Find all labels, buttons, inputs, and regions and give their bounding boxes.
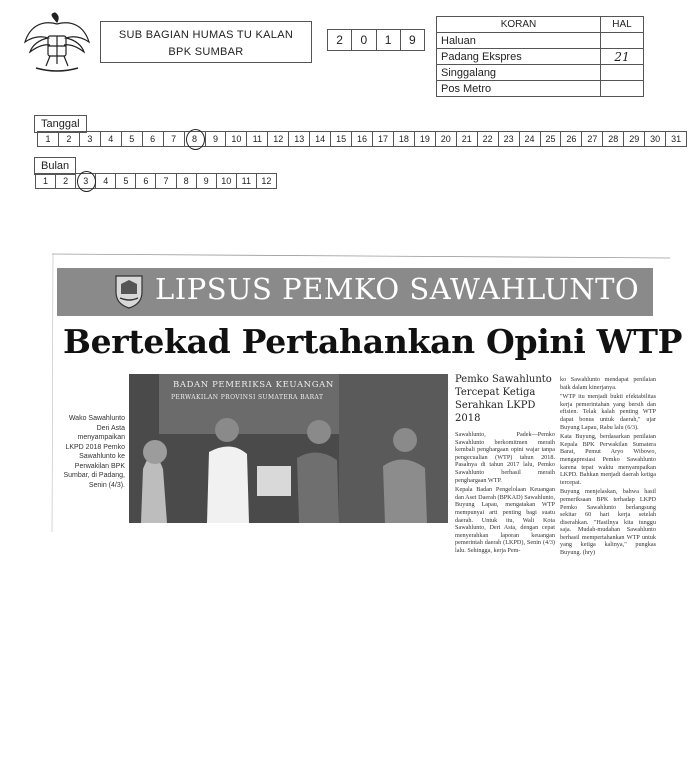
month-cell: 11 <box>237 173 257 189</box>
table-row <box>437 49 644 65</box>
day-cell: 13 <box>289 131 310 147</box>
day-cell: 4 <box>101 131 122 147</box>
article-paragraph: "WTP itu menjadi bukti efektabilitas kerja pemerintahan yang bersih dan efisien. Telak kalah penting WTP dapat bonus untuk daerah," ujar Buyung Lapau, Rabu lalu (6/3). <box>560 393 656 431</box>
day-cell: 11 <box>247 131 268 147</box>
month-cell: 6 <box>136 173 156 189</box>
article-paragraph: Kata Buyung, berdasarkan penilaian Kepala BPK Perwakilan Sumatera Barat, Pemut Aryo Wibowo, mengapresiasi Pemko Sawahlunto karena tepat waktu menyampaikan LKPD. Bahkan menjadi daerah ketiga tercepat. <box>560 433 656 486</box>
day-cell: 21 <box>457 131 478 147</box>
day-cell: 31 <box>666 131 687 147</box>
day-cell: 19 <box>415 131 436 147</box>
day-cell: 27 <box>582 131 603 147</box>
day-cell: 25 <box>541 131 562 147</box>
month-cell: 7 <box>156 173 176 189</box>
day-cell: 22 <box>478 131 499 147</box>
table-row <box>437 81 644 97</box>
section-banner-title: LIPSUS PEMKO SAWAHLUNTO <box>155 272 640 306</box>
day-cell: 29 <box>624 131 645 147</box>
photo-sign-line-1: BADAN PEMERIKSA KEUANGAN <box>173 380 334 390</box>
photo-caption: Wako Sawahlunto Deri Asta menyampaikan LKPD 2018 Pemko Sawahlunto ke Perwakilan BPK Sumbar, di Padang, Senin (4/3). <box>63 415 125 489</box>
unit-line-2: BPK SUMBAR <box>168 46 244 58</box>
article-subheadline: Pemko Sawahlunto Tercepat Ketiga Serahkan LKPD 2018 <box>455 374 552 424</box>
article-column-2 <box>560 376 656 559</box>
article-paragraph: Sawahlunto, Padek—Pemko Sawahlunto berkomitmen meraih kembali penghargaan opini wajar tanpa pengecualian (WTP) tahun 2018. Pasalnya di tahun 2017 lalu, Pemko Sawahlunto berhasil meraih penghargaan WTP. <box>455 431 555 484</box>
month-cell: 12 <box>257 173 277 189</box>
month-cell: 2 <box>56 173 76 189</box>
year-digit: 0 <box>352 30 376 50</box>
page-number <box>601 33 644 49</box>
day-cell: 12 <box>268 131 289 147</box>
day-cell: 26 <box>561 131 582 147</box>
month-cell: 9 <box>197 173 217 189</box>
day-grid <box>37 131 687 147</box>
day-cell: 10 <box>226 131 247 147</box>
year-digit: 2 <box>328 30 352 50</box>
article-paragraph: Kepala Badan Pengelolaan Keuangan dan Aset Daerah (BPKAD) Sawahlunto, Buyung Lapau, mengatakan WTP mempunyai arti penting bagi suatu daerah. Untuk itu, Wali Kota Sawahlunto, Deri Asta, dengan cepat menyerahkan laporan keuangan pemerintah daerah (LKPD), Senin (4/3) lalu. Sehingga, kerja Pem- <box>455 486 555 554</box>
month-cell: 8 <box>177 173 197 189</box>
article-paragraph: Buyung menjelaskan, bahwa hasil pemeriksaan BPK terhadap LKPD Pemko Sawahlunto berlangsung sekitar 60 hari kerja setelah diserahkan. "Hasilnya kita tunggu saja. Mudah-mudahan Sawahlunto berhasil mempertahankan WTP untuk yang ketiga kalinya," pungkas Buyung. (hry) <box>560 488 656 557</box>
day-cell: 17 <box>373 131 394 147</box>
page-number <box>601 65 644 81</box>
month-cell: 10 <box>217 173 237 189</box>
article-body-1 <box>455 431 555 555</box>
article-headline: Bertekad Pertahankan Opini WTP <box>63 322 683 361</box>
tanggal-label: Tanggal <box>34 115 87 133</box>
day-cell: 3 <box>80 131 101 147</box>
bulan-label: Bulan <box>34 157 76 175</box>
month-grid <box>35 173 277 189</box>
article-photo <box>129 374 448 523</box>
day-cell: 6 <box>143 131 164 147</box>
day-cell: 1 <box>37 131 59 147</box>
day-cell: 20 <box>436 131 457 147</box>
koran-column-header: KORAN <box>437 17 601 33</box>
newspaper-name: Padang Ekspres <box>437 49 601 65</box>
table-row <box>437 65 644 81</box>
day-cell: 23 <box>499 131 520 147</box>
newspaper-name: Pos Metro <box>437 81 601 97</box>
month-cell: 3 <box>76 173 96 189</box>
page-number: 21 <box>601 49 644 65</box>
day-cell: 8 <box>185 131 206 147</box>
sawahlunto-logo-icon <box>110 272 148 310</box>
day-cell: 9 <box>206 131 227 147</box>
article-paragraph: ko Sawahlunto mendapat penilaian baik dalam kinerjanya. <box>560 376 656 391</box>
newspaper-name: Singgalang <box>437 65 601 81</box>
unit-label-box <box>100 21 312 63</box>
table-row <box>437 33 644 49</box>
day-cell: 28 <box>603 131 624 147</box>
month-cell: 1 <box>35 173 56 189</box>
day-cell: 7 <box>164 131 185 147</box>
garuda-emblem-icon <box>22 12 92 76</box>
unit-line-1: SUB BAGIAN HUMAS TU KALAN <box>118 29 294 41</box>
day-cell: 5 <box>122 131 143 147</box>
day-cell: 16 <box>352 131 373 147</box>
month-cell: 4 <box>96 173 116 189</box>
article-column-1 <box>455 373 555 557</box>
day-cell: 14 <box>310 131 331 147</box>
year-box <box>327 29 425 51</box>
month-cell: 5 <box>116 173 136 189</box>
page-number <box>601 81 644 97</box>
photo-sign-line-2: PERWAKILAN PROVINSI SUMATERA BARAT <box>171 394 324 401</box>
year-digit: 1 <box>377 30 401 50</box>
article-body-2 <box>560 376 656 557</box>
day-cell: 15 <box>331 131 352 147</box>
day-cell: 30 <box>645 131 666 147</box>
newspaper-name: Haluan <box>437 33 601 49</box>
day-cell: 2 <box>59 131 80 147</box>
newspaper-table <box>436 16 644 97</box>
year-digit: 9 <box>409 33 416 47</box>
day-cell: 24 <box>520 131 541 147</box>
day-cell: 18 <box>394 131 415 147</box>
hal-column-header: HAL <box>601 17 644 33</box>
